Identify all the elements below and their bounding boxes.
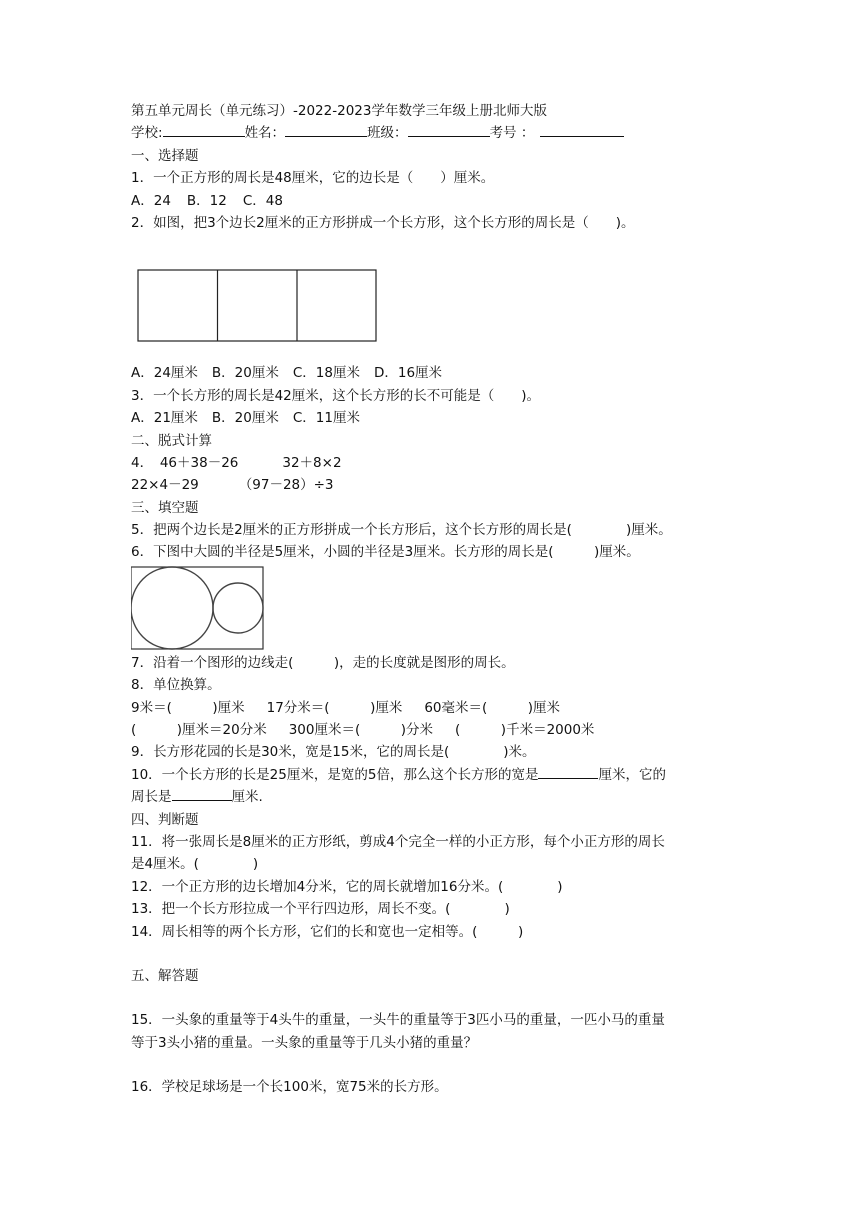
exam-no-blank[interactable] — [540, 122, 624, 137]
conversion-4: ( )厘米＝20分米 — [131, 722, 267, 739]
question-13: 13．把一个长方形拉成一个平行四边形，周长不变。( ) — [131, 901, 510, 918]
name-label: 姓名： — [244, 125, 286, 142]
conversion-1: 9米＝( )厘米 — [131, 699, 245, 716]
option-c: C．18厘米 — [292, 365, 360, 382]
question-3: 3．一个长方形的周长是42厘米，这个长方形的长不可能是（ )。 — [131, 387, 541, 404]
answer-blank[interactable] — [538, 764, 598, 779]
question-15-line-1: 15．一头象的重量等于4头牛的重量，一头牛的重量等于3匹小马的重量，一匹小马的重量 — [131, 1012, 665, 1029]
expr-a: 4． 46＋38－26 — [131, 454, 239, 471]
option-b: B．20厘米 — [211, 365, 279, 382]
outer-rectangle — [131, 567, 263, 649]
question-8: 8．单位换算。 — [131, 677, 221, 694]
option-a: A．24厘米 — [131, 365, 198, 382]
small-circle — [213, 583, 263, 633]
question-16: 16．学校足球场是一个长100米，宽75米的长方形。 — [131, 1079, 448, 1096]
question-12: 12．一个正方形的边长增加4分米，它的周长就增加16分米。( ) — [131, 878, 563, 895]
question-10-text: 周长是 — [131, 789, 172, 806]
question-9: 9．长方形花园的长是30米，宽是15米，它的周长是( )米。 — [131, 744, 536, 761]
option-a: A．21厘米 — [131, 410, 198, 427]
conversion-3: 60毫米＝( )厘米 — [424, 699, 561, 716]
option-c: C．48 — [242, 192, 283, 209]
question-11-line-2: 是4厘米。( ) — [131, 856, 259, 873]
worksheet — [131, 100, 731, 1099]
conversion-6: ( )千米＝2000米 — [455, 722, 595, 739]
section-2-heading: 二、脱式计算 — [131, 432, 212, 449]
question-7: 7．沿着一个图形的边线走( )，走的长度就是图形的周长。 — [131, 654, 515, 671]
question-10-line-1 — [131, 764, 731, 786]
conversion-5: 300厘米＝( )分米 — [288, 722, 434, 739]
option-a: A．24 — [131, 192, 171, 209]
question-11-line-1: 11．将一张周长是8厘米的正方形纸，剪成4个完全一样的小正方形，每个小正方形的周长 — [131, 833, 665, 850]
question-3-options — [131, 407, 731, 429]
question-10-text: 厘米，它的 — [598, 766, 666, 783]
expr-b: 32＋8×2 — [282, 454, 342, 471]
school-label: 学校: — [131, 125, 163, 142]
question-2-options — [131, 362, 731, 384]
question-1: 1．一个正方形的周长是48厘米，它的边长是（ ）厘米。 — [131, 170, 495, 187]
question-10-line-2 — [131, 786, 731, 808]
question-2: 2．如图，把3个边长2厘米的正方形拼成一个长方形，这个长方形的周长是（ )。 — [131, 214, 635, 231]
school-blank[interactable] — [163, 122, 245, 137]
question-6: 6．下图中大圆的半径是5厘米，小圆的半径是3厘米。长方形的周长是( )厘米。 — [131, 544, 640, 561]
section-4-heading: 四、判断题 — [131, 811, 199, 828]
question-15-line-2: 等于3头小猪的重量。一头象的重量等于几头小猪的重量？ — [131, 1034, 478, 1051]
option-b: B．20厘米 — [211, 410, 279, 427]
large-circle — [131, 567, 213, 649]
option-c: C．11厘米 — [292, 410, 360, 427]
circles-figure — [131, 564, 731, 652]
answer-blank[interactable] — [172, 786, 232, 801]
question-10-text: 厘米. — [231, 789, 263, 806]
question-5: 5．把两个边长是2厘米的正方形拼成一个长方形后，这个长方形的周长是( )厘米。 — [131, 522, 672, 539]
question-8-row-2 — [131, 719, 731, 741]
question-10-text: 10．一个长方形的长是25厘米，是宽的5倍，那么这个长方形的宽是 — [131, 766, 539, 783]
class-label: 班级： — [367, 125, 408, 142]
expr-d: （97－28）÷3 — [238, 477, 334, 494]
conversion-2: 17分米＝( )厘米 — [266, 699, 403, 716]
worksheet-title: 第五单元周长（单元练习）-2022-2023学年数学三年级上册北师大版 — [131, 103, 547, 119]
option-b: B．12 — [186, 192, 227, 209]
class-blank[interactable] — [408, 122, 490, 137]
question-8-row-1 — [131, 697, 731, 719]
section-3-heading: 三、填空题 — [131, 499, 199, 516]
expr-c: 22×4－29 — [131, 477, 199, 494]
name-blank[interactable] — [285, 122, 367, 137]
rectangle-outline — [138, 270, 376, 341]
question-4-row-1 — [131, 452, 731, 474]
three-squares-figure — [131, 234, 731, 362]
section-1-heading: 一、选择题 — [131, 147, 199, 164]
question-14: 14．周长相等的两个长方形，它们的长和宽也一定相等。( ) — [131, 923, 524, 940]
question-4-row-2 — [131, 474, 731, 496]
student-info-line — [131, 122, 731, 144]
section-5-heading: 五、解答题 — [131, 967, 199, 984]
exam-no-label: 考号 ： — [489, 125, 535, 142]
option-d: D．16厘米 — [373, 365, 443, 382]
question-1-options — [131, 190, 731, 212]
